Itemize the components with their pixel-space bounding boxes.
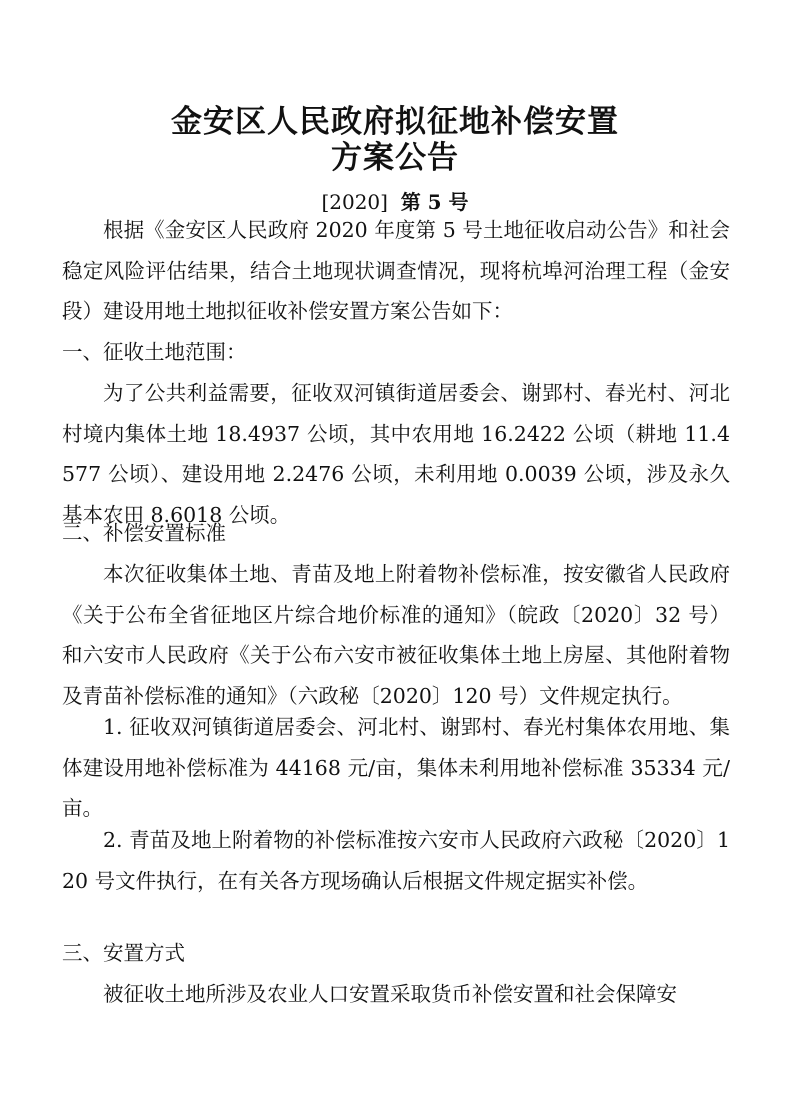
section3-body: 被征收土地所涉及农业人口安置采取货币补偿安置和社会保障安 xyxy=(103,982,677,1006)
section3-heading: 三、安置方式 xyxy=(62,941,185,965)
section2-heading: 二、补偿安置标准 xyxy=(62,521,226,545)
section1-heading: 一、征收土地范围： xyxy=(62,340,247,364)
document-number-label: 第 5 号 xyxy=(400,190,469,214)
intro-paragraph: 根据《金安区人民政府 2020 年度第 5 号土地征收启动公告》和社会稳定风险评估结果，结合土地现状调查情况，现将杭埠河治理工程（金安段）建设用地土地拟征收补偿安置方案公告如下： xyxy=(62,218,730,324)
section2-body: 本次征收集体土地、青苗及地上附着物补偿标准，按安徽省人民政府《关于公布全省征地区片综合地价标准的通知》（皖政〔2020〕32 号）和六安市人民政府《关于公布六安市被征收集体土地上房屋、其他附着物及青苗补偿标准的通知》（六政秘〔2020〕120 号）文件规定执行。 xyxy=(62,562,730,709)
section2-item2: 2. 青苗及地上附着物的补偿标准按六安市人民政府六政秘〔2020〕120 号文件执行，在有关各方现场确认后根据文件规定据实补偿。 xyxy=(62,828,730,893)
section2-item1: 1. 征收双河镇街道居委会、河北村、谢郢村、春光村集体农用地、集体建设用地补偿标准为 44168 元/亩，集体未利用地补偿标准 35334 元/亩。 xyxy=(62,715,730,821)
document-number-year: [2020] xyxy=(321,190,388,214)
document-title-line2: 方案公告 xyxy=(331,140,459,176)
section1-body: 为了公共利益需要，征收双河镇街道居委会、谢郢村、春光村、河北村境内集体土地 18.4937 公顷，其中农用地 16.2422 公顷（耕地 11.4577 公顷）、建设用地 2.2476 公顷，未利用地 0.0039 公顷，涉及永久基本农田 8.6018 公顷。 xyxy=(62,381,730,528)
document-title-line1: 金安区人民政府拟征地补偿安置 xyxy=(171,104,619,140)
